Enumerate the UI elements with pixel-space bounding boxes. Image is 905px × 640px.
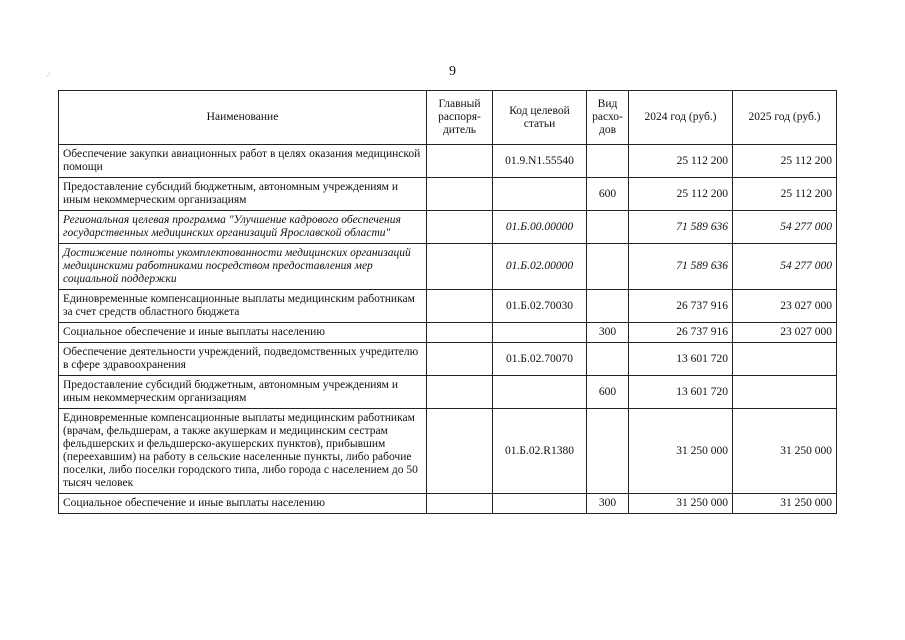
cell-2024: 26 737 916 xyxy=(629,323,733,343)
cell-2025: 25 112 200 xyxy=(733,178,837,211)
cell-kind: 300 xyxy=(587,494,629,514)
cell-manager xyxy=(427,409,493,494)
cell-2024: 13 601 720 xyxy=(629,343,733,376)
table-row xyxy=(59,211,837,244)
table-row xyxy=(59,244,837,290)
header-code: Код целевой статьи xyxy=(493,91,587,145)
cell-kind: 300 xyxy=(587,323,629,343)
cell-2024: 25 112 200 xyxy=(629,178,733,211)
cell-kind: 600 xyxy=(587,178,629,211)
cell-name: Предоставление субсидий бюджетным, автономным учреждениям и иным некоммерческим организациям xyxy=(59,178,427,211)
cell-2025 xyxy=(733,376,837,409)
cell-name: Предоставление субсидий бюджетным, автономным учреждениям и иным некоммерческим организациям xyxy=(59,376,427,409)
cell-2024: 71 589 636 xyxy=(629,244,733,290)
cell-manager xyxy=(427,290,493,323)
cell-2025: 31 250 000 xyxy=(733,409,837,494)
cell-2024: 31 250 000 xyxy=(629,409,733,494)
table-row xyxy=(59,409,837,494)
table-body xyxy=(59,145,837,514)
cell-name: Единовременные компенсационные выплаты медицинским работникам (врачам, фельдшерам, а также акушеркам и медицинским сестрам фельдшерских и фельдшерско-акушерских пунктов), прибывшим (переехавшим) на работу в сельские населенные пункты, либо рабочие поселки, либо поселки городского типа, либо города с населением до 50 тысяч человек xyxy=(59,409,427,494)
cell-name: Обеспечение закупки авиационных работ в целях оказания медицинской помощи xyxy=(59,145,427,178)
cell-2024: 71 589 636 xyxy=(629,211,733,244)
cell-kind xyxy=(587,343,629,376)
cell-manager xyxy=(427,494,493,514)
budget-table xyxy=(58,90,837,514)
cell-manager xyxy=(427,376,493,409)
cell-2025: 23 027 000 xyxy=(733,323,837,343)
cell-name: Единовременные компенсационные выплаты медицинским работникам за счет средств областного бюджета xyxy=(59,290,427,323)
cell-kind xyxy=(587,244,629,290)
header-2025: 2025 год (руб.) xyxy=(733,91,837,145)
table-row xyxy=(59,290,837,323)
cell-kind xyxy=(587,211,629,244)
cell-name: Достижение полноты укомплектованности медицинских организаций медицинскими работниками посредством предоставления мер социальной поддержки xyxy=(59,244,427,290)
cell-code: 01.Б.02.70030 xyxy=(493,290,587,323)
cell-code: 01.Б.02.70070 xyxy=(493,343,587,376)
cell-kind xyxy=(587,145,629,178)
cell-kind xyxy=(587,409,629,494)
cell-manager xyxy=(427,178,493,211)
header-manager: Главный распоря-дитель xyxy=(427,91,493,145)
cell-2025: 31 250 000 xyxy=(733,494,837,514)
cell-code xyxy=(493,323,587,343)
cell-name: Социальное обеспечение и иные выплаты населению xyxy=(59,494,427,514)
header-kind: Вид расхо-дов xyxy=(587,91,629,145)
cell-2024: 13 601 720 xyxy=(629,376,733,409)
cell-2024: 26 737 916 xyxy=(629,290,733,323)
cell-code: 01.Б.02.R1380 xyxy=(493,409,587,494)
cell-manager xyxy=(427,244,493,290)
cell-2025 xyxy=(733,343,837,376)
cell-name: Социальное обеспечение и иные выплаты населению xyxy=(59,323,427,343)
header-name: Наименование xyxy=(59,91,427,145)
cell-2025: 25 112 200 xyxy=(733,145,837,178)
cell-code xyxy=(493,376,587,409)
cell-manager xyxy=(427,323,493,343)
cell-code: 01.Б.02.00000 xyxy=(493,244,587,290)
cell-kind xyxy=(587,290,629,323)
cell-code: 01.9.N1.55540 xyxy=(493,145,587,178)
cell-name: Обеспечение деятельности учреждений, подведомственных учредителю в сфере здравоохранения xyxy=(59,343,427,376)
table-row xyxy=(59,376,837,409)
cell-code xyxy=(493,494,587,514)
cell-manager xyxy=(427,211,493,244)
cell-name: Региональная целевая программа "Улучшение кадрового обеспечения государственных медицинских организаций Ярославской области" xyxy=(59,211,427,244)
cell-code xyxy=(493,178,587,211)
cell-2025: 54 277 000 xyxy=(733,244,837,290)
cell-kind: 600 xyxy=(587,376,629,409)
header-2024: 2024 год (руб.) xyxy=(629,91,733,145)
table-row xyxy=(59,145,837,178)
cell-2024: 31 250 000 xyxy=(629,494,733,514)
scan-mark: ⁄ xyxy=(48,70,50,79)
table-row xyxy=(59,494,837,514)
cell-manager xyxy=(427,343,493,376)
cell-2025: 23 027 000 xyxy=(733,290,837,323)
table-row xyxy=(59,343,837,376)
page-number: 9 xyxy=(449,64,456,79)
table-header-row xyxy=(59,91,837,145)
table-row xyxy=(59,178,837,211)
cell-2024: 25 112 200 xyxy=(629,145,733,178)
cell-code: 01.Б.00.00000 xyxy=(493,211,587,244)
cell-2025: 54 277 000 xyxy=(733,211,837,244)
table-row xyxy=(59,323,837,343)
cell-manager xyxy=(427,145,493,178)
